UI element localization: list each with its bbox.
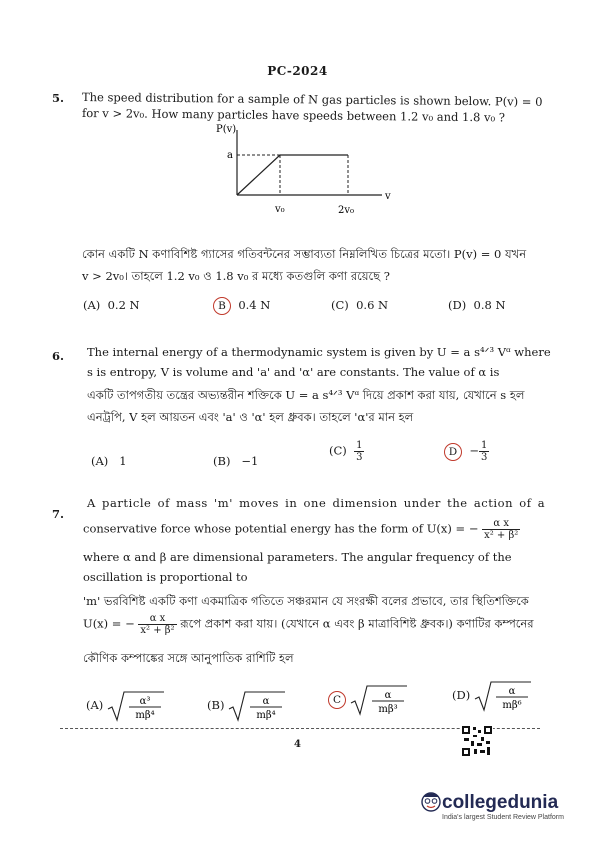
denominator: mβ⁴ <box>256 710 276 721</box>
fraction <box>482 518 520 541</box>
option-label: (A) <box>83 298 101 312</box>
q7-bn-line3: কৌণিক কম্পাঙ্কের সঙ্গে আনুপাতিক রাশিটি হল <box>83 651 294 665</box>
answer-circle-mark: D <box>444 443 462 461</box>
q5-bn-line2: v > 2v₀। তাহলে 1.2 v₀ ও 1.8 v₀ র মধ্যে কতগুলি কণা রয়েছে ? <box>82 269 390 283</box>
denominator: mβ⁴ <box>135 710 155 721</box>
option-label: (D) <box>448 298 467 312</box>
option-label: (A) <box>91 454 109 468</box>
graph-x-label: v <box>385 191 391 202</box>
minus-sign: − <box>469 443 479 458</box>
q5-en-line1: The speed distribution for a sample of N gas particles is shown below. P(v) = 0 <box>81 90 543 109</box>
numerator: α x <box>138 613 176 625</box>
option-label: (A) <box>86 698 104 712</box>
graph-v0-label: v₀ <box>275 204 285 215</box>
numerator: α <box>262 696 270 707</box>
option-label: (B) <box>213 454 231 468</box>
q6-en-line2: s is entropy, V is volume and 'a' and 'α' are constants. The value of α is <box>87 365 500 379</box>
radical-sign <box>228 690 286 722</box>
q7-en-line3: where α and β are dimensional parameters. The angular frequency of the <box>83 550 512 564</box>
option-label: (D) <box>452 688 471 702</box>
q5-speed-distribution-graph <box>210 120 400 220</box>
fraction <box>354 440 364 463</box>
exam-code: PC-2024 <box>267 64 328 78</box>
sqrt-expression <box>350 684 408 716</box>
q6-bn-line2: এনট্রপি, V হল আয়তন এবং 'a' ও 'α' হল ধ্রুবক। তাহলে 'α'র মান হল <box>87 410 414 424</box>
q6-option-d[interactable] <box>444 440 489 463</box>
q6-option-c[interactable] <box>329 440 364 463</box>
q7-option-a[interactable] <box>86 690 165 722</box>
option-label: (C) <box>331 298 349 312</box>
q7-en-line2-text: conservative force whose potential energy has the form of U(x) = − <box>83 521 479 536</box>
numerator: 1 <box>480 440 488 451</box>
graph-rising-line <box>237 155 280 195</box>
q5-option-a[interactable] <box>83 298 140 312</box>
graph-2v0-label: 2v₀ <box>338 205 355 216</box>
denominator: x² + β² <box>140 625 175 636</box>
q7-bn-ux: U(x) = − <box>83 616 135 631</box>
sqrt-expression <box>474 680 532 712</box>
q6-en-line1: The internal energy of a thermodynamic system is given by U = a s⁴ᐟ³ Vᵅ where <box>87 345 551 359</box>
q6-option-b[interactable] <box>213 454 258 468</box>
denominator: x² + β² <box>484 530 519 541</box>
option-text: 0.2 N <box>107 298 140 312</box>
fraction <box>138 613 176 636</box>
option-text: 0.8 N <box>473 298 506 312</box>
denominator: 3 <box>480 452 488 463</box>
student-mascot-icon <box>420 791 442 813</box>
numerator: α <box>508 686 516 697</box>
page-number: 4 <box>294 739 301 750</box>
numerator: α³ <box>139 696 151 707</box>
q5-en-line2: for v > 2v₀. How many particles have speeds between 1.2 v₀ and 1.8 v₀ ? <box>81 106 506 125</box>
option-label: (B) <box>207 698 225 712</box>
collegedunia-logo <box>442 792 564 821</box>
q7-number: 7. <box>52 507 65 521</box>
numerator: α x <box>482 518 520 530</box>
brand-name: collegedunia <box>442 792 559 813</box>
q6-bn-line1: একটি তাপগতীয় তন্ত্রের অভ্যন্তরীন শক্তিকে U = a s⁴ᐟ³ Vᵅ দিয়ে প্রকাশ করা যায়, যেখানে s হল <box>87 388 525 402</box>
fraction <box>479 440 489 463</box>
q5-bn-line1: কোন একটি N কণাবিশিষ্ট গ্যাসের গতিবন্টনের সম্ভাব্যতা নিম্নলিখিত চিত্রের মতো। P(v) = 0 যখন <box>82 247 527 261</box>
q5-number: 5. <box>52 91 65 105</box>
brand-tagline: India's largest Student Review Platform <box>442 814 564 821</box>
q5-option-c[interactable] <box>331 298 388 312</box>
radical-sign <box>107 690 165 722</box>
sqrt-expression <box>107 690 165 722</box>
q5-option-b[interactable] <box>213 297 270 315</box>
q7-bn-line2 <box>83 613 534 636</box>
graph-a-label: a <box>227 150 233 161</box>
radical-sign <box>474 680 532 712</box>
option-text: 0.6 N <box>356 298 389 312</box>
q6-option-a[interactable] <box>91 454 127 468</box>
answer-circle-mark: C <box>328 691 346 709</box>
numerator: α <box>384 690 392 701</box>
q7-bn-line1: 'm' ভরবিশিষ্ট একটি কণা একমাত্রিক গতিতে সঞ্চরমান যে সংরক্ষী বলের প্রভাবে, তার স্থিতিশক্তিকে <box>83 594 529 608</box>
option-text: 1 <box>119 454 127 468</box>
radical-sign <box>350 684 408 716</box>
q7-option-c[interactable] <box>328 684 408 716</box>
option-label: (C) <box>329 443 347 458</box>
qr-code <box>461 725 493 757</box>
q7-en-line2 <box>83 518 520 541</box>
q6-number: 6. <box>52 349 65 363</box>
option-text: −1 <box>241 454 259 468</box>
sqrt-expression <box>228 690 286 722</box>
q7-bn-line2-text: রূপে প্রকাশ করা যায়। (যেখানে α এবং β মাত্রাবিশিষ্ট ধ্রুবক।) কণাটির কম্পনের <box>180 616 534 631</box>
q7-en-line1: A particle of mass 'm' moves in one dimension under the action of a <box>87 496 546 510</box>
q7-option-b[interactable] <box>207 690 286 722</box>
denominator: 3 <box>356 452 363 463</box>
q7-option-d[interactable] <box>452 680 532 712</box>
denominator: mβ⁶ <box>502 700 522 711</box>
q5-option-d[interactable] <box>448 298 506 312</box>
graph-y-label: P(v) <box>216 124 237 135</box>
option-text: 0.4 N <box>238 298 271 312</box>
numerator: 1 <box>356 440 363 451</box>
q7-en-line4: oscillation is proportional to <box>83 570 248 584</box>
denominator: mβ³ <box>378 704 398 715</box>
answer-circle-mark: B <box>213 297 231 315</box>
